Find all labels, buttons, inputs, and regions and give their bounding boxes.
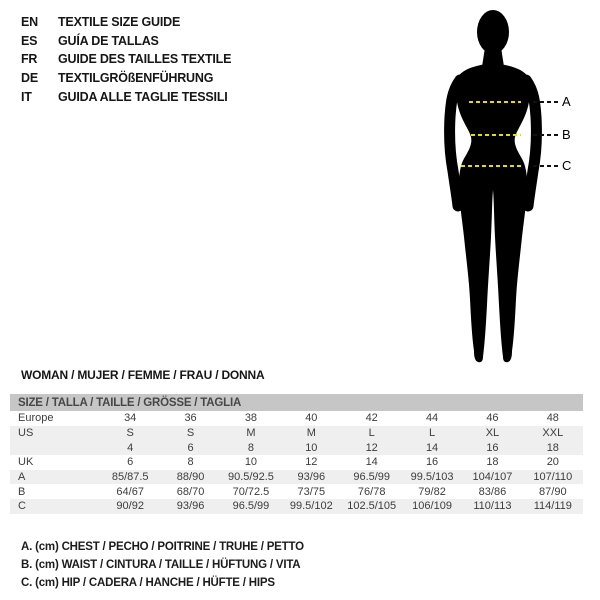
size-cell: 114/119 [533, 500, 572, 513]
title-row-es [21, 32, 231, 51]
size-cell: 83/86 [478, 485, 507, 498]
legend-chest: A. (cm) CHEST / PECHO / POITRINE / TRUHE / PETTO [21, 541, 304, 553]
size-cell: 42 [365, 412, 378, 425]
table-row-uk [10, 455, 583, 470]
table-row-waist-b [10, 484, 583, 499]
lang-code: FR [21, 52, 38, 67]
size-cell: 90/92 [116, 500, 144, 513]
size-cell: 18 [546, 441, 559, 454]
title-row-de [21, 69, 231, 88]
marker-letter-a: A [562, 94, 571, 109]
waist-pointer-line [533, 134, 558, 136]
size-cell: 102.5/105 [347, 500, 397, 513]
size-cell: 10 [244, 456, 258, 469]
woman-silhouette [415, 5, 575, 365]
size-cell: S [126, 427, 134, 440]
table-row-hip-c [10, 499, 583, 514]
language-title-block [21, 13, 231, 106]
size-cell: 10 [305, 441, 318, 454]
section-title-woman: WOMAN / MUJER / FEMME / FRAU / DONNA [21, 368, 265, 382]
title-label: GUÍA DE TALLAS [58, 33, 159, 48]
woman-silhouette-svg [415, 5, 575, 365]
size-cell: 6 [187, 441, 194, 454]
size-cell: 104/107 [472, 471, 513, 484]
size-cell: 40 [305, 412, 318, 425]
size-cell: 44 [425, 412, 439, 425]
title-label: TEXTILE SIZE GUIDE [58, 15, 181, 30]
size-table-header: SIZE / TALLA / TAILLE / GRÖSSE / TAGLIA [10, 394, 583, 411]
size-cell: 68/70 [176, 485, 205, 498]
row-label: UK [18, 456, 34, 469]
size-cell: 90.5/92.5 [228, 471, 274, 484]
size-table [10, 394, 583, 514]
size-cell: 38 [244, 412, 258, 425]
lang-code: EN [21, 15, 38, 30]
lang-code: DE [21, 71, 38, 86]
size-cell: 4 [127, 441, 134, 454]
table-row-us-numbers [10, 440, 583, 455]
size-cell: 6 [127, 456, 134, 469]
size-cell: 46 [486, 412, 499, 425]
size-cell: 85/87.5 [111, 471, 149, 484]
size-cell: 36 [184, 412, 197, 425]
title-row-en [21, 13, 231, 32]
marker-letter-c: C [562, 158, 572, 173]
size-cell: M [246, 427, 256, 440]
size-cell: 70/72.5 [232, 485, 270, 498]
legend-waist: B. (cm) WAIST / CINTURA / TAILLE / HÜFTUNG / VITA [21, 559, 301, 571]
legend-hip: C. (cm) HIP / CADERA / HANCHE / HÜFTE / HIPS [21, 577, 275, 589]
chest-measure-line [469, 101, 521, 103]
size-cell: 73/75 [297, 485, 326, 498]
marker-letter-b: B [562, 127, 571, 142]
size-cell: S [186, 427, 195, 440]
size-cell: 14 [425, 441, 439, 454]
lang-code: ES [21, 33, 38, 48]
table-row-europe [10, 411, 583, 426]
size-cell: M [306, 427, 316, 440]
size-cell: 48 [546, 412, 559, 425]
title-label: GUIDE DES TAILLES TEXTILE [58, 52, 232, 67]
size-cell: 96.5/99 [353, 471, 391, 484]
size-cell: 12 [305, 456, 318, 469]
size-cell: 18 [486, 456, 499, 469]
size-cell: 34 [124, 412, 137, 425]
title-row-it [21, 87, 231, 106]
size-cell: 20 [546, 456, 559, 469]
title-label: TEXTILGRÖßENFÜHRUNG [58, 71, 214, 86]
size-cell: L [429, 427, 436, 440]
lang-code: IT [21, 89, 32, 104]
size-cell: XL [485, 427, 500, 440]
size-cell: 76/78 [357, 485, 386, 498]
size-cell: 99.5/102 [289, 500, 333, 513]
size-cell: 96.5/99 [232, 500, 270, 513]
size-cell: 16 [425, 456, 439, 469]
table-row-us-letters [10, 426, 583, 441]
size-cell: 87/90 [539, 485, 567, 498]
measurement-legend [21, 538, 304, 592]
size-cell: 8 [247, 441, 254, 454]
waist-measure-line [471, 134, 521, 136]
size-cell: 110/113 [473, 500, 512, 513]
row-label: A [18, 471, 26, 484]
size-cell: 107/110 [533, 471, 573, 484]
size-cell: 93/96 [297, 471, 326, 484]
table-row-chest-a [10, 470, 583, 485]
size-cell: 93/96 [176, 500, 205, 513]
row-label: US [18, 427, 34, 440]
size-cell: 79/82 [418, 485, 446, 498]
size-cell: 8 [187, 456, 194, 469]
row-label: Europe [18, 412, 54, 425]
hip-pointer-line [533, 165, 558, 167]
size-cell: 88/90 [176, 471, 205, 484]
size-cell: XXL [542, 427, 564, 440]
hip-measure-line [461, 165, 524, 167]
chest-pointer-line [533, 101, 558, 103]
size-cell: 12 [365, 441, 378, 454]
title-label: GUIDA ALLE TAGLIE TESSILI [58, 89, 228, 104]
size-cell: 64/67 [116, 485, 144, 498]
size-cell: 99.5/103 [410, 471, 454, 484]
size-cell: 16 [486, 441, 499, 454]
size-cell: 106/109 [412, 500, 452, 513]
title-row-fr [21, 50, 231, 69]
row-label: C [18, 500, 26, 513]
row-label: B [18, 485, 26, 498]
size-cell: 14 [365, 456, 378, 469]
size-cell: L [368, 427, 375, 440]
